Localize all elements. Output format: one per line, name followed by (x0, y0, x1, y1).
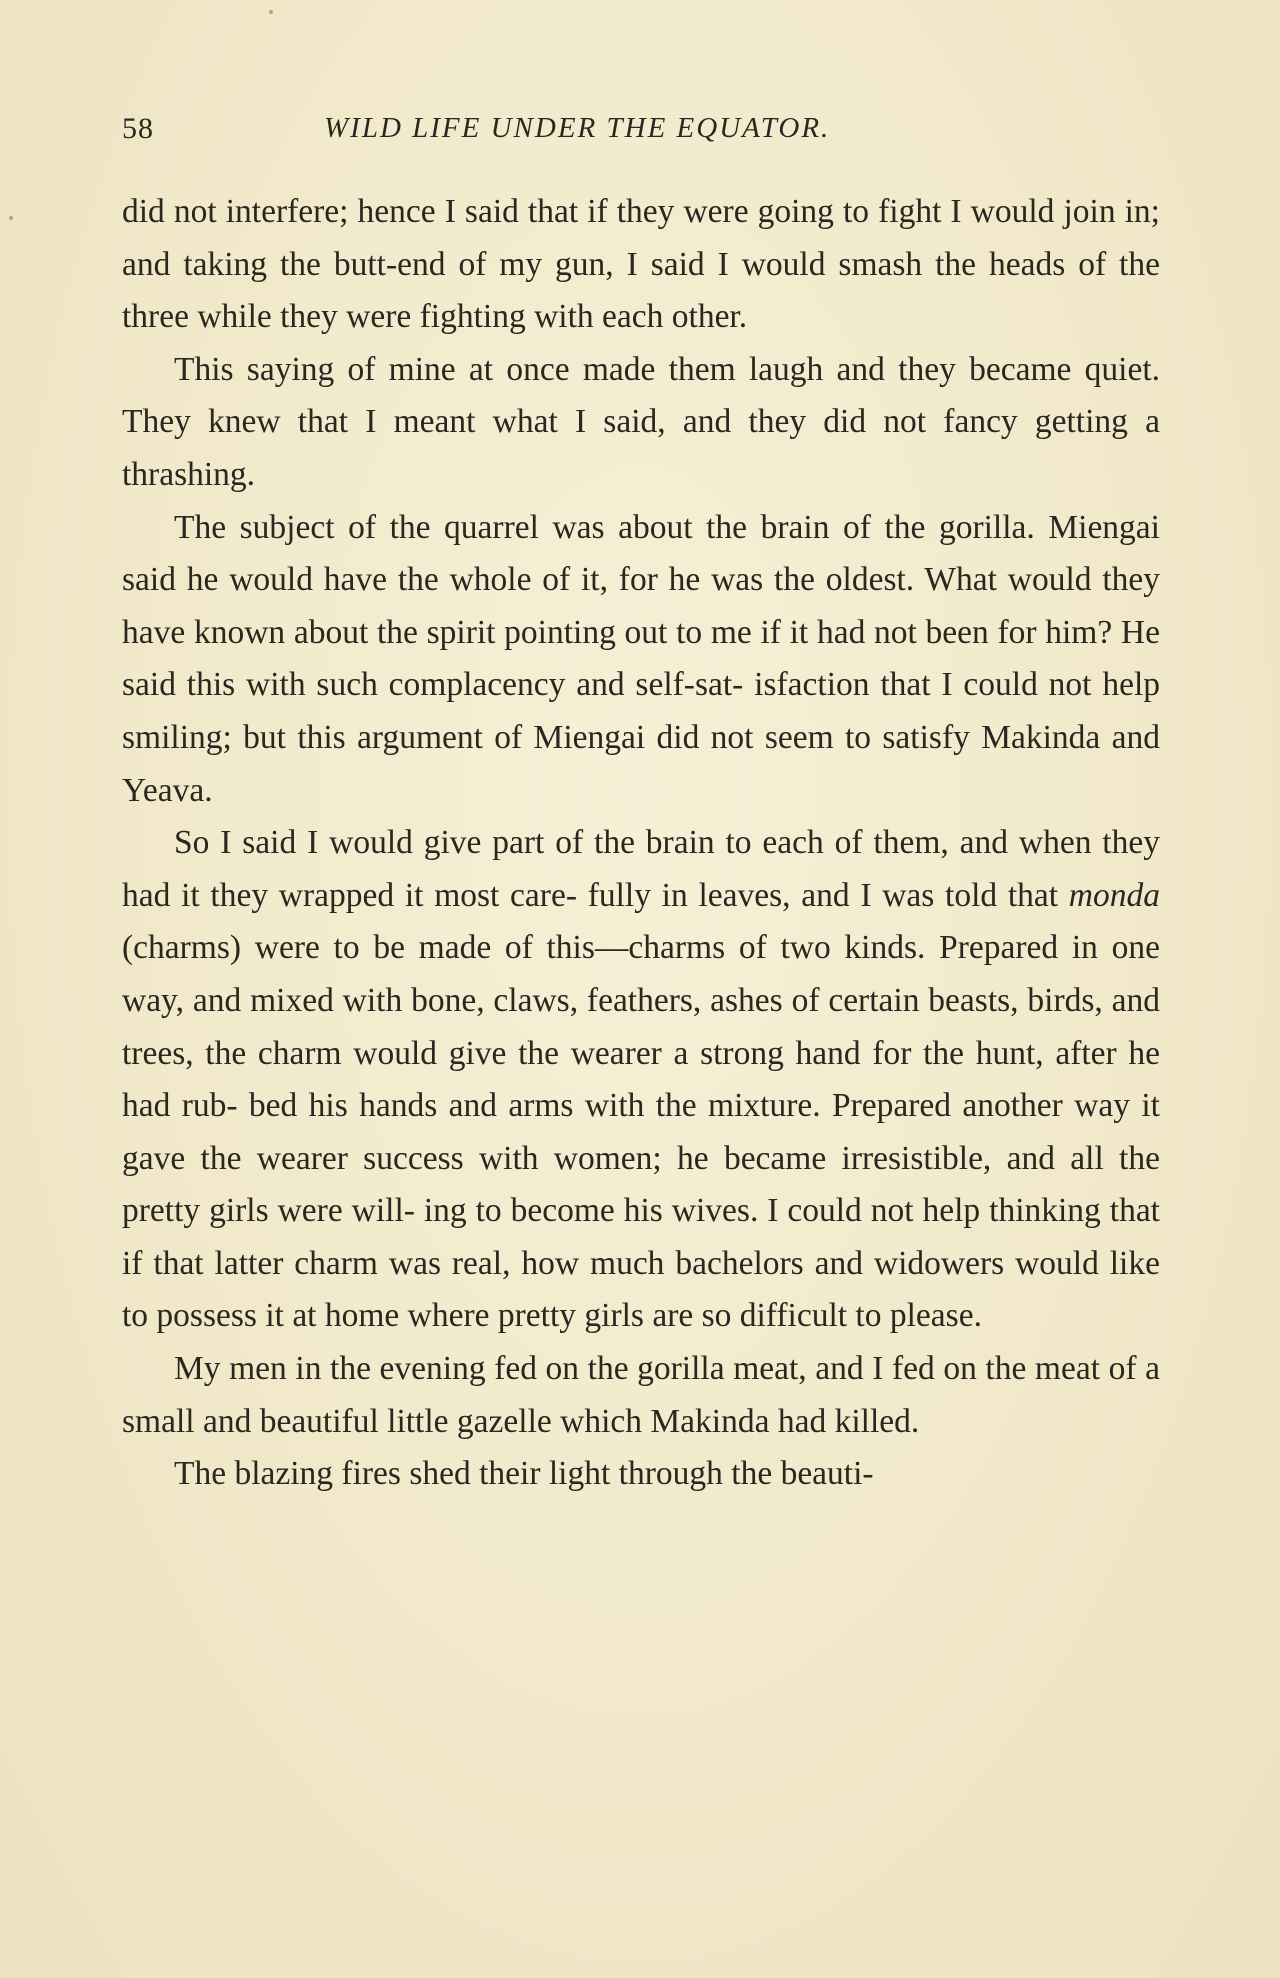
page-number: 58 (122, 112, 154, 145)
paragraph-text: The blazing fires shed their light through the beauti- (174, 1455, 874, 1493)
page-header (122, 112, 1162, 152)
paragraph (122, 1343, 1160, 1448)
paragraph-text-continued: (charms) were to be made of this—charms of two kinds. Prepared in one way, and mixed with bone, claws, feathers, ashes of certain beasts, birds, and trees, the charm would give the wearer a strong hand for the hunt, after he had rub- bed his hands and arms with the mixture. Prepared another way it gave the wearer success with women; he became irresistible, and all the pretty girls were will- ing to become his wives. I could not help thinking that if that latter charm was real, how much bachelors and widowers would like to possess it at home where pretty girls are so difficult to please. (122, 929, 1160, 1335)
paragraph-text: My men in the evening fed on the gorilla meat, and I fed on the meat of a small and beautiful little gazelle which Makinda had killed. (122, 1350, 1160, 1440)
paragraph (122, 1448, 1160, 1501)
italic-term: monda (1068, 876, 1160, 914)
paragraph-text: This saying of mine at once made them laugh and they became quiet. They knew that I meant what I said, and they did not fancy getting a thrashing. (122, 350, 1160, 493)
paper-speck (269, 10, 273, 14)
paragraph-text: So I said I would give part of the brain to each of them, and when they had it they wrapped it most care- fully in leaves, and I was told that (122, 824, 1160, 914)
paragraph-text: did not interfere; hence I said that if they were going to fight I would join in; and taking the butt-end of my gun, I said I would smash the heads of the three while they were fighting with each other. (122, 193, 1160, 336)
paper-speck (9, 216, 13, 220)
paragraph (122, 817, 1160, 1343)
body-text (122, 186, 1160, 1501)
running-title: WILD LIFE UNDER THE EQUATOR. (324, 112, 831, 144)
paragraph (122, 344, 1160, 502)
paragraph-text: The subject of the quarrel was about the brain of the gorilla. Miengai said he would have the whole of it, for he was the oldest. What would they have known about the spirit pointing out to me if it had not been for him? He said this with such complacency and self-sat- isfaction that I could not help smiling; but this argument of Miengai did not seem to satisfy Makinda and Yeava. (122, 508, 1160, 809)
paragraph (122, 186, 1160, 344)
paragraph (122, 502, 1160, 818)
